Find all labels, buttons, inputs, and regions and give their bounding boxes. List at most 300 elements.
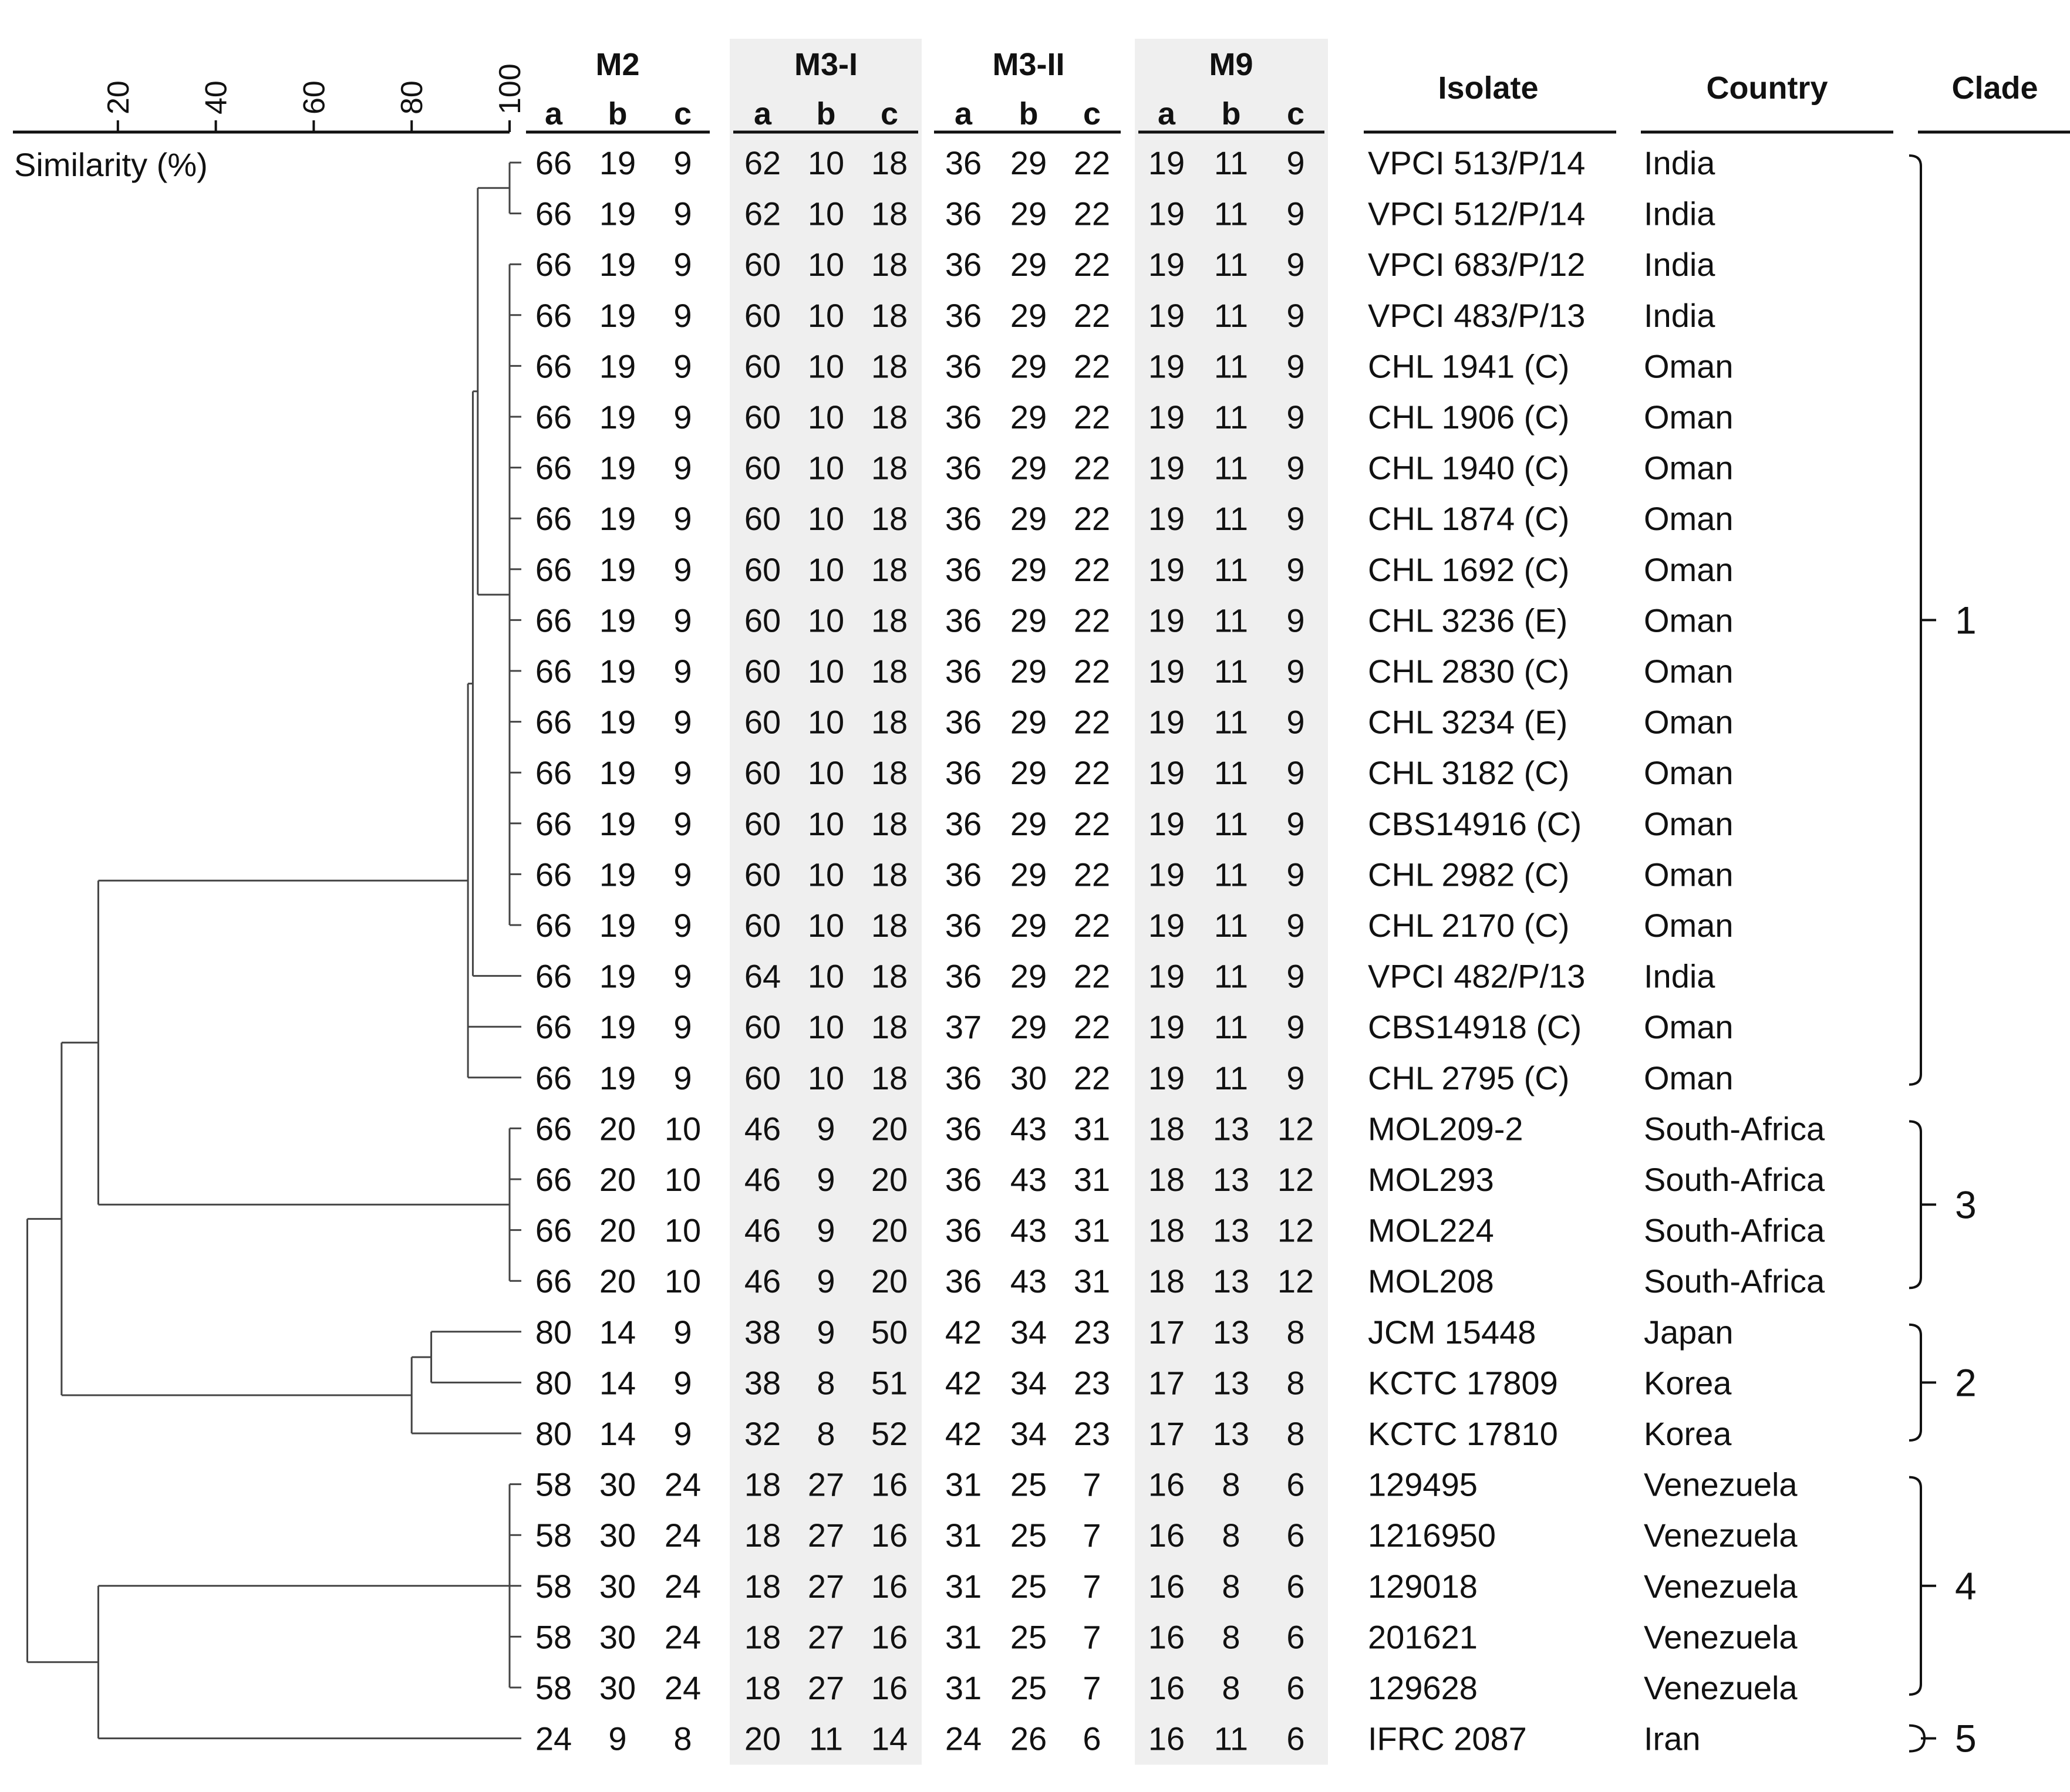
value-cell: 13 bbox=[1212, 1110, 1250, 1148]
value-cell: 37 bbox=[945, 1008, 982, 1046]
subcolumn-header: c bbox=[1083, 96, 1101, 131]
value-cell: 13 bbox=[1212, 1313, 1250, 1351]
value-cell: 18 bbox=[871, 907, 908, 944]
value-cell: 10 bbox=[807, 449, 845, 487]
value-cell: 9 bbox=[673, 347, 692, 385]
value-cell: 6 bbox=[1286, 1517, 1305, 1554]
value-cell: 10 bbox=[807, 296, 845, 334]
value-cell: 34 bbox=[1010, 1415, 1047, 1452]
value-cell: 66 bbox=[535, 195, 572, 232]
value-cell: 10 bbox=[807, 602, 845, 639]
country-name: South-Africa bbox=[1644, 1110, 1825, 1148]
value-cell: 60 bbox=[744, 296, 781, 334]
value-cell: 18 bbox=[744, 1669, 781, 1706]
value-cell: 31 bbox=[1073, 1110, 1111, 1148]
table-row bbox=[535, 1364, 1732, 1401]
value-cell: 62 bbox=[744, 195, 781, 232]
isolate-name: VPCI 482/P/13 bbox=[1368, 957, 1586, 995]
value-cell: 46 bbox=[744, 1263, 781, 1300]
value-cell: 19 bbox=[599, 399, 636, 436]
country-name: Oman bbox=[1644, 856, 1734, 893]
value-cell: 42 bbox=[945, 1415, 982, 1452]
value-cell: 66 bbox=[535, 296, 572, 334]
value-cell: 29 bbox=[1010, 1008, 1047, 1046]
value-cell: 9 bbox=[673, 144, 692, 181]
value-cell: 19 bbox=[1148, 449, 1185, 487]
value-cell: 18 bbox=[1148, 1110, 1185, 1148]
country-name: Oman bbox=[1644, 500, 1734, 538]
clade-label: 1 bbox=[1955, 598, 1977, 642]
isolate-name: CHL 2170 (C) bbox=[1368, 907, 1570, 944]
value-cell: 60 bbox=[744, 1008, 781, 1046]
value-cell: 19 bbox=[1148, 1059, 1185, 1096]
value-cell: 9 bbox=[673, 246, 692, 284]
value-cell: 12 bbox=[1277, 1211, 1314, 1249]
country-name: Venezuela bbox=[1644, 1618, 1798, 1656]
value-cell: 19 bbox=[1148, 296, 1185, 334]
value-cell: 60 bbox=[744, 856, 781, 893]
value-cell: 29 bbox=[1010, 957, 1047, 995]
value-cell: 11 bbox=[1213, 1720, 1249, 1757]
value-cell: 18 bbox=[871, 1008, 908, 1046]
value-cell: 36 bbox=[945, 1161, 982, 1198]
value-cell: 27 bbox=[807, 1669, 845, 1706]
value-cell: 29 bbox=[1010, 449, 1047, 487]
country-name: Oman bbox=[1644, 1008, 1734, 1046]
group-header-m2: M2 bbox=[595, 47, 640, 82]
value-cell: 66 bbox=[535, 653, 572, 690]
table-row bbox=[535, 195, 1715, 232]
country-name: Oman bbox=[1644, 449, 1734, 487]
value-cell: 9 bbox=[1286, 805, 1305, 842]
value-cell: 6 bbox=[1286, 1466, 1305, 1503]
isolate-name: CHL 1940 (C) bbox=[1368, 449, 1570, 487]
value-cell: 24 bbox=[664, 1618, 702, 1656]
value-cell: 36 bbox=[945, 246, 982, 284]
value-cell: 10 bbox=[664, 1110, 702, 1148]
value-cell: 20 bbox=[744, 1720, 781, 1757]
value-cell: 31 bbox=[1073, 1161, 1111, 1198]
value-cell: 6 bbox=[1286, 1720, 1305, 1757]
value-cell: 22 bbox=[1073, 144, 1111, 181]
value-cell: 18 bbox=[744, 1466, 781, 1503]
value-cell: 66 bbox=[535, 1008, 572, 1046]
value-cell: 66 bbox=[535, 1211, 572, 1249]
isolate-name: VPCI 683/P/12 bbox=[1368, 246, 1586, 284]
isolate-name: CBS14918 (C) bbox=[1368, 1008, 1582, 1046]
country-name: Iran bbox=[1644, 1720, 1701, 1757]
value-cell: 16 bbox=[1148, 1466, 1185, 1503]
value-cell: 66 bbox=[535, 1263, 572, 1300]
subcolumn-header: a bbox=[1157, 96, 1176, 131]
value-cell: 22 bbox=[1073, 957, 1111, 995]
country-name: Venezuela bbox=[1644, 1669, 1798, 1706]
value-cell: 11 bbox=[1213, 296, 1249, 334]
value-cell: 9 bbox=[673, 1364, 692, 1402]
country-name: Japan bbox=[1644, 1313, 1734, 1351]
value-cell: 29 bbox=[1010, 195, 1047, 232]
value-cell: 9 bbox=[1286, 703, 1305, 741]
table-row bbox=[535, 1618, 1798, 1655]
value-cell: 9 bbox=[1286, 754, 1305, 792]
isolate-header: Isolate bbox=[1438, 70, 1539, 106]
value-cell: 16 bbox=[1148, 1669, 1185, 1706]
subcolumn-header: a bbox=[544, 96, 563, 131]
value-cell: 24 bbox=[535, 1720, 572, 1757]
value-cell: 31 bbox=[945, 1466, 982, 1503]
value-cell: 9 bbox=[1286, 602, 1305, 639]
value-cell: 10 bbox=[807, 907, 845, 944]
value-cell: 36 bbox=[945, 754, 982, 792]
value-cell: 29 bbox=[1010, 856, 1047, 893]
table-row bbox=[535, 1720, 1701, 1757]
value-cell: 19 bbox=[1148, 551, 1185, 588]
value-cell: 9 bbox=[1286, 1008, 1305, 1046]
value-cell: 36 bbox=[945, 1211, 982, 1249]
subcolumn-header: c bbox=[880, 96, 899, 131]
value-cell: 19 bbox=[599, 754, 636, 792]
value-cell: 18 bbox=[744, 1517, 781, 1554]
value-cell: 36 bbox=[945, 1263, 982, 1300]
value-cell: 29 bbox=[1010, 144, 1047, 181]
isolate-name: IFRC 2087 bbox=[1368, 1720, 1527, 1757]
value-cell: 18 bbox=[744, 1618, 781, 1656]
value-cell: 36 bbox=[945, 296, 982, 334]
value-cell: 16 bbox=[1148, 1567, 1185, 1605]
value-cell: 24 bbox=[945, 1720, 982, 1757]
value-cell: 18 bbox=[1148, 1211, 1185, 1249]
value-cell: 60 bbox=[744, 805, 781, 842]
value-cell: 19 bbox=[599, 449, 636, 487]
value-cell: 20 bbox=[871, 1263, 908, 1300]
value-cell: 17 bbox=[1148, 1313, 1185, 1351]
table-row bbox=[535, 602, 1734, 639]
value-cell: 66 bbox=[535, 246, 572, 284]
group-header-m3-ii: M3-II bbox=[992, 47, 1065, 82]
value-cell: 18 bbox=[871, 500, 908, 538]
value-cell: 9 bbox=[673, 1415, 692, 1452]
value-cell: 9 bbox=[1286, 399, 1305, 436]
value-cell: 23 bbox=[1073, 1313, 1111, 1351]
value-cell: 11 bbox=[1213, 907, 1249, 944]
value-cell: 22 bbox=[1073, 653, 1111, 690]
table-row bbox=[535, 500, 1734, 537]
value-cell: 66 bbox=[535, 399, 572, 436]
value-cell: 66 bbox=[535, 144, 572, 181]
value-cell: 19 bbox=[599, 805, 636, 842]
clade-header: Clade bbox=[1951, 70, 2038, 106]
value-cell: 18 bbox=[1148, 1263, 1185, 1300]
clade-label: 3 bbox=[1955, 1183, 1977, 1227]
value-cell: 18 bbox=[871, 1059, 908, 1096]
value-cell: 38 bbox=[744, 1313, 781, 1351]
value-cell: 16 bbox=[871, 1618, 908, 1656]
value-cell: 22 bbox=[1073, 1059, 1111, 1096]
value-cell: 64 bbox=[744, 957, 781, 995]
value-cell: 19 bbox=[1148, 195, 1185, 232]
value-cell: 9 bbox=[673, 907, 692, 944]
value-cell: 9 bbox=[1286, 957, 1305, 995]
value-cell: 66 bbox=[535, 602, 572, 639]
axis-tick-label: 80 bbox=[395, 80, 430, 114]
value-cell: 52 bbox=[871, 1415, 908, 1452]
dendrogram bbox=[28, 163, 521, 1739]
value-cell: 22 bbox=[1073, 449, 1111, 487]
value-cell: 38 bbox=[744, 1364, 781, 1402]
table-row bbox=[535, 653, 1734, 690]
value-cell: 31 bbox=[1073, 1211, 1111, 1249]
isolate-name: 1216950 bbox=[1368, 1517, 1496, 1554]
value-cell: 11 bbox=[1213, 449, 1249, 487]
value-cell: 42 bbox=[945, 1364, 982, 1402]
value-cell: 10 bbox=[664, 1161, 702, 1198]
clade-brace bbox=[1909, 1477, 1921, 1695]
value-cell: 8 bbox=[1222, 1517, 1240, 1554]
value-cell: 18 bbox=[871, 195, 908, 232]
isolate-name: 129628 bbox=[1368, 1669, 1478, 1706]
value-cell: 19 bbox=[1148, 907, 1185, 944]
value-cell: 30 bbox=[599, 1669, 636, 1706]
value-cell: 22 bbox=[1073, 856, 1111, 893]
isolate-name: 201621 bbox=[1368, 1618, 1478, 1656]
table-row bbox=[535, 805, 1734, 842]
value-cell: 29 bbox=[1010, 551, 1047, 588]
country-name: Oman bbox=[1644, 653, 1734, 690]
value-cell: 66 bbox=[535, 856, 572, 893]
value-cell: 18 bbox=[871, 602, 908, 639]
value-cell: 11 bbox=[1213, 1059, 1249, 1096]
value-cell: 18 bbox=[871, 347, 908, 385]
country-name: Oman bbox=[1644, 754, 1734, 792]
value-cell: 16 bbox=[1148, 1517, 1185, 1554]
value-cell: 22 bbox=[1073, 195, 1111, 232]
country-name: Venezuela bbox=[1644, 1567, 1798, 1605]
value-cell: 29 bbox=[1010, 907, 1047, 944]
value-cell: 22 bbox=[1073, 399, 1111, 436]
value-cell: 66 bbox=[535, 500, 572, 538]
value-cell: 29 bbox=[1010, 602, 1047, 639]
value-cell: 19 bbox=[599, 907, 636, 944]
value-cell: 10 bbox=[807, 653, 845, 690]
value-cell: 29 bbox=[1010, 653, 1047, 690]
country-name: Venezuela bbox=[1644, 1517, 1798, 1554]
value-cell: 18 bbox=[871, 246, 908, 284]
value-cell: 19 bbox=[1148, 500, 1185, 538]
axis-tick-label: 100 bbox=[493, 63, 527, 114]
value-cell: 10 bbox=[807, 957, 845, 995]
value-cell: 14 bbox=[871, 1720, 908, 1757]
value-cell: 6 bbox=[1286, 1618, 1305, 1656]
isolate-name: 129495 bbox=[1368, 1466, 1478, 1503]
value-cell: 25 bbox=[1010, 1618, 1047, 1656]
value-cell: 9 bbox=[673, 1313, 692, 1351]
country-name: India bbox=[1644, 195, 1715, 232]
table-row bbox=[535, 1008, 1734, 1045]
value-cell: 19 bbox=[599, 246, 636, 284]
value-cell: 10 bbox=[807, 551, 845, 588]
value-cell: 7 bbox=[1083, 1618, 1101, 1656]
value-cell: 31 bbox=[945, 1567, 982, 1605]
value-cell: 8 bbox=[1222, 1567, 1240, 1605]
value-cell: 36 bbox=[945, 1110, 982, 1148]
value-cell: 19 bbox=[1148, 856, 1185, 893]
value-cell: 36 bbox=[945, 449, 982, 487]
value-cell: 66 bbox=[535, 347, 572, 385]
value-cell: 9 bbox=[1286, 1059, 1305, 1096]
subcolumn-header: a bbox=[753, 96, 772, 131]
subcolumn-header: b bbox=[816, 96, 836, 131]
isolate-name: MOL293 bbox=[1368, 1161, 1494, 1198]
value-cell: 66 bbox=[535, 957, 572, 995]
value-cell: 24 bbox=[664, 1517, 702, 1554]
group-header-m9: M9 bbox=[1209, 47, 1253, 82]
value-cell: 60 bbox=[744, 907, 781, 944]
isolate-name: CHL 3236 (E) bbox=[1368, 602, 1568, 639]
clade-bracket bbox=[1909, 156, 1977, 1085]
table-row bbox=[535, 1517, 1798, 1554]
isolate-name: CHL 1941 (C) bbox=[1368, 347, 1570, 385]
value-cell: 9 bbox=[673, 296, 692, 334]
value-cell: 43 bbox=[1010, 1110, 1047, 1148]
value-cell: 11 bbox=[808, 1720, 844, 1757]
value-cell: 9 bbox=[817, 1263, 835, 1300]
value-cell: 66 bbox=[535, 805, 572, 842]
country-name: South-Africa bbox=[1644, 1211, 1825, 1249]
clade-label: 5 bbox=[1955, 1716, 1977, 1760]
value-cell: 19 bbox=[1148, 754, 1185, 792]
table-row bbox=[535, 1161, 1825, 1198]
value-cell: 12 bbox=[1277, 1161, 1314, 1198]
value-cell: 8 bbox=[1222, 1669, 1240, 1706]
value-cell: 18 bbox=[744, 1567, 781, 1605]
value-cell: 20 bbox=[871, 1110, 908, 1148]
value-cell: 19 bbox=[1148, 347, 1185, 385]
value-cell: 24 bbox=[664, 1466, 702, 1503]
value-cell: 11 bbox=[1213, 856, 1249, 893]
value-cell: 16 bbox=[871, 1669, 908, 1706]
value-cell: 18 bbox=[871, 399, 908, 436]
value-cell: 20 bbox=[599, 1263, 636, 1300]
country-name: Oman bbox=[1644, 907, 1734, 944]
value-cell: 9 bbox=[1286, 449, 1305, 487]
table-row bbox=[535, 246, 1715, 283]
isolate-name: CHL 3234 (E) bbox=[1368, 703, 1568, 741]
table-row bbox=[535, 1415, 1732, 1452]
value-cell: 30 bbox=[599, 1517, 636, 1554]
value-cell: 10 bbox=[664, 1211, 702, 1249]
value-cell: 9 bbox=[1286, 144, 1305, 181]
value-cell: 22 bbox=[1073, 907, 1111, 944]
value-cell: 66 bbox=[535, 907, 572, 944]
value-cell: 9 bbox=[673, 703, 692, 741]
value-cell: 19 bbox=[1148, 957, 1185, 995]
value-cell: 6 bbox=[1286, 1669, 1305, 1706]
value-cell: 10 bbox=[807, 703, 845, 741]
value-cell: 24 bbox=[664, 1669, 702, 1706]
isolate-name: CBS14916 (C) bbox=[1368, 805, 1582, 842]
value-cell: 50 bbox=[871, 1313, 908, 1351]
country-name: Korea bbox=[1644, 1364, 1732, 1402]
value-cell: 30 bbox=[1010, 1059, 1047, 1096]
value-cell: 30 bbox=[599, 1618, 636, 1656]
value-cell: 43 bbox=[1010, 1161, 1047, 1198]
table-row bbox=[535, 907, 1734, 944]
value-cell: 9 bbox=[817, 1211, 835, 1249]
value-cell: 66 bbox=[535, 1161, 572, 1198]
value-cell: 9 bbox=[673, 805, 692, 842]
value-cell: 60 bbox=[744, 1059, 781, 1096]
value-cell: 22 bbox=[1073, 296, 1111, 334]
value-cell: 19 bbox=[599, 602, 636, 639]
value-cell: 8 bbox=[1286, 1415, 1305, 1452]
clade-brackets bbox=[1909, 156, 1977, 1760]
value-cell: 19 bbox=[599, 144, 636, 181]
similarity-axis bbox=[13, 63, 527, 183]
value-cell: 18 bbox=[871, 805, 908, 842]
value-cell: 26 bbox=[1010, 1720, 1047, 1757]
value-cell: 36 bbox=[945, 805, 982, 842]
value-cell: 19 bbox=[1148, 1008, 1185, 1046]
value-cell: 11 bbox=[1213, 347, 1249, 385]
value-cell: 10 bbox=[807, 500, 845, 538]
value-cell: 19 bbox=[599, 1008, 636, 1046]
value-cell: 60 bbox=[744, 551, 781, 588]
value-cell: 9 bbox=[1286, 296, 1305, 334]
value-cell: 19 bbox=[599, 856, 636, 893]
table-row bbox=[535, 704, 1734, 741]
value-cell: 18 bbox=[871, 754, 908, 792]
value-cell: 22 bbox=[1073, 347, 1111, 385]
value-cell: 10 bbox=[807, 1008, 845, 1046]
value-cell: 60 bbox=[744, 449, 781, 487]
value-cell: 9 bbox=[673, 957, 692, 995]
value-cell: 58 bbox=[535, 1466, 572, 1503]
clade-brace bbox=[1909, 1325, 1921, 1440]
value-cell: 31 bbox=[945, 1517, 982, 1554]
value-cell: 18 bbox=[871, 449, 908, 487]
value-cell: 11 bbox=[1213, 805, 1249, 842]
value-cell: 23 bbox=[1073, 1364, 1111, 1402]
value-cell: 11 bbox=[1213, 703, 1249, 741]
value-cell: 58 bbox=[535, 1618, 572, 1656]
value-cell: 60 bbox=[744, 347, 781, 385]
similarity-label: Similarity (%) bbox=[14, 146, 208, 183]
value-cell: 13 bbox=[1212, 1364, 1250, 1402]
value-cell: 60 bbox=[744, 754, 781, 792]
value-cell: 34 bbox=[1010, 1364, 1047, 1402]
table-row bbox=[535, 347, 1734, 384]
value-cell: 36 bbox=[945, 703, 982, 741]
value-cell: 16 bbox=[1148, 1720, 1185, 1757]
value-cell: 22 bbox=[1073, 551, 1111, 588]
value-cell: 19 bbox=[1148, 246, 1185, 284]
value-cell: 51 bbox=[871, 1364, 908, 1402]
value-cell: 29 bbox=[1010, 805, 1047, 842]
value-cell: 8 bbox=[817, 1364, 835, 1402]
isolate-name: KCTC 17809 bbox=[1368, 1364, 1558, 1402]
value-cell: 20 bbox=[871, 1161, 908, 1198]
value-cell: 7 bbox=[1083, 1517, 1101, 1554]
value-cell: 9 bbox=[817, 1313, 835, 1351]
value-cell: 11 bbox=[1213, 1008, 1249, 1046]
value-cell: 46 bbox=[744, 1211, 781, 1249]
isolate-name: CHL 3182 (C) bbox=[1368, 754, 1570, 792]
value-cell: 18 bbox=[871, 551, 908, 588]
value-cell: 19 bbox=[599, 296, 636, 334]
value-cell: 19 bbox=[599, 195, 636, 232]
value-cell: 19 bbox=[1148, 399, 1185, 436]
subcolumn-header: a bbox=[954, 96, 973, 131]
